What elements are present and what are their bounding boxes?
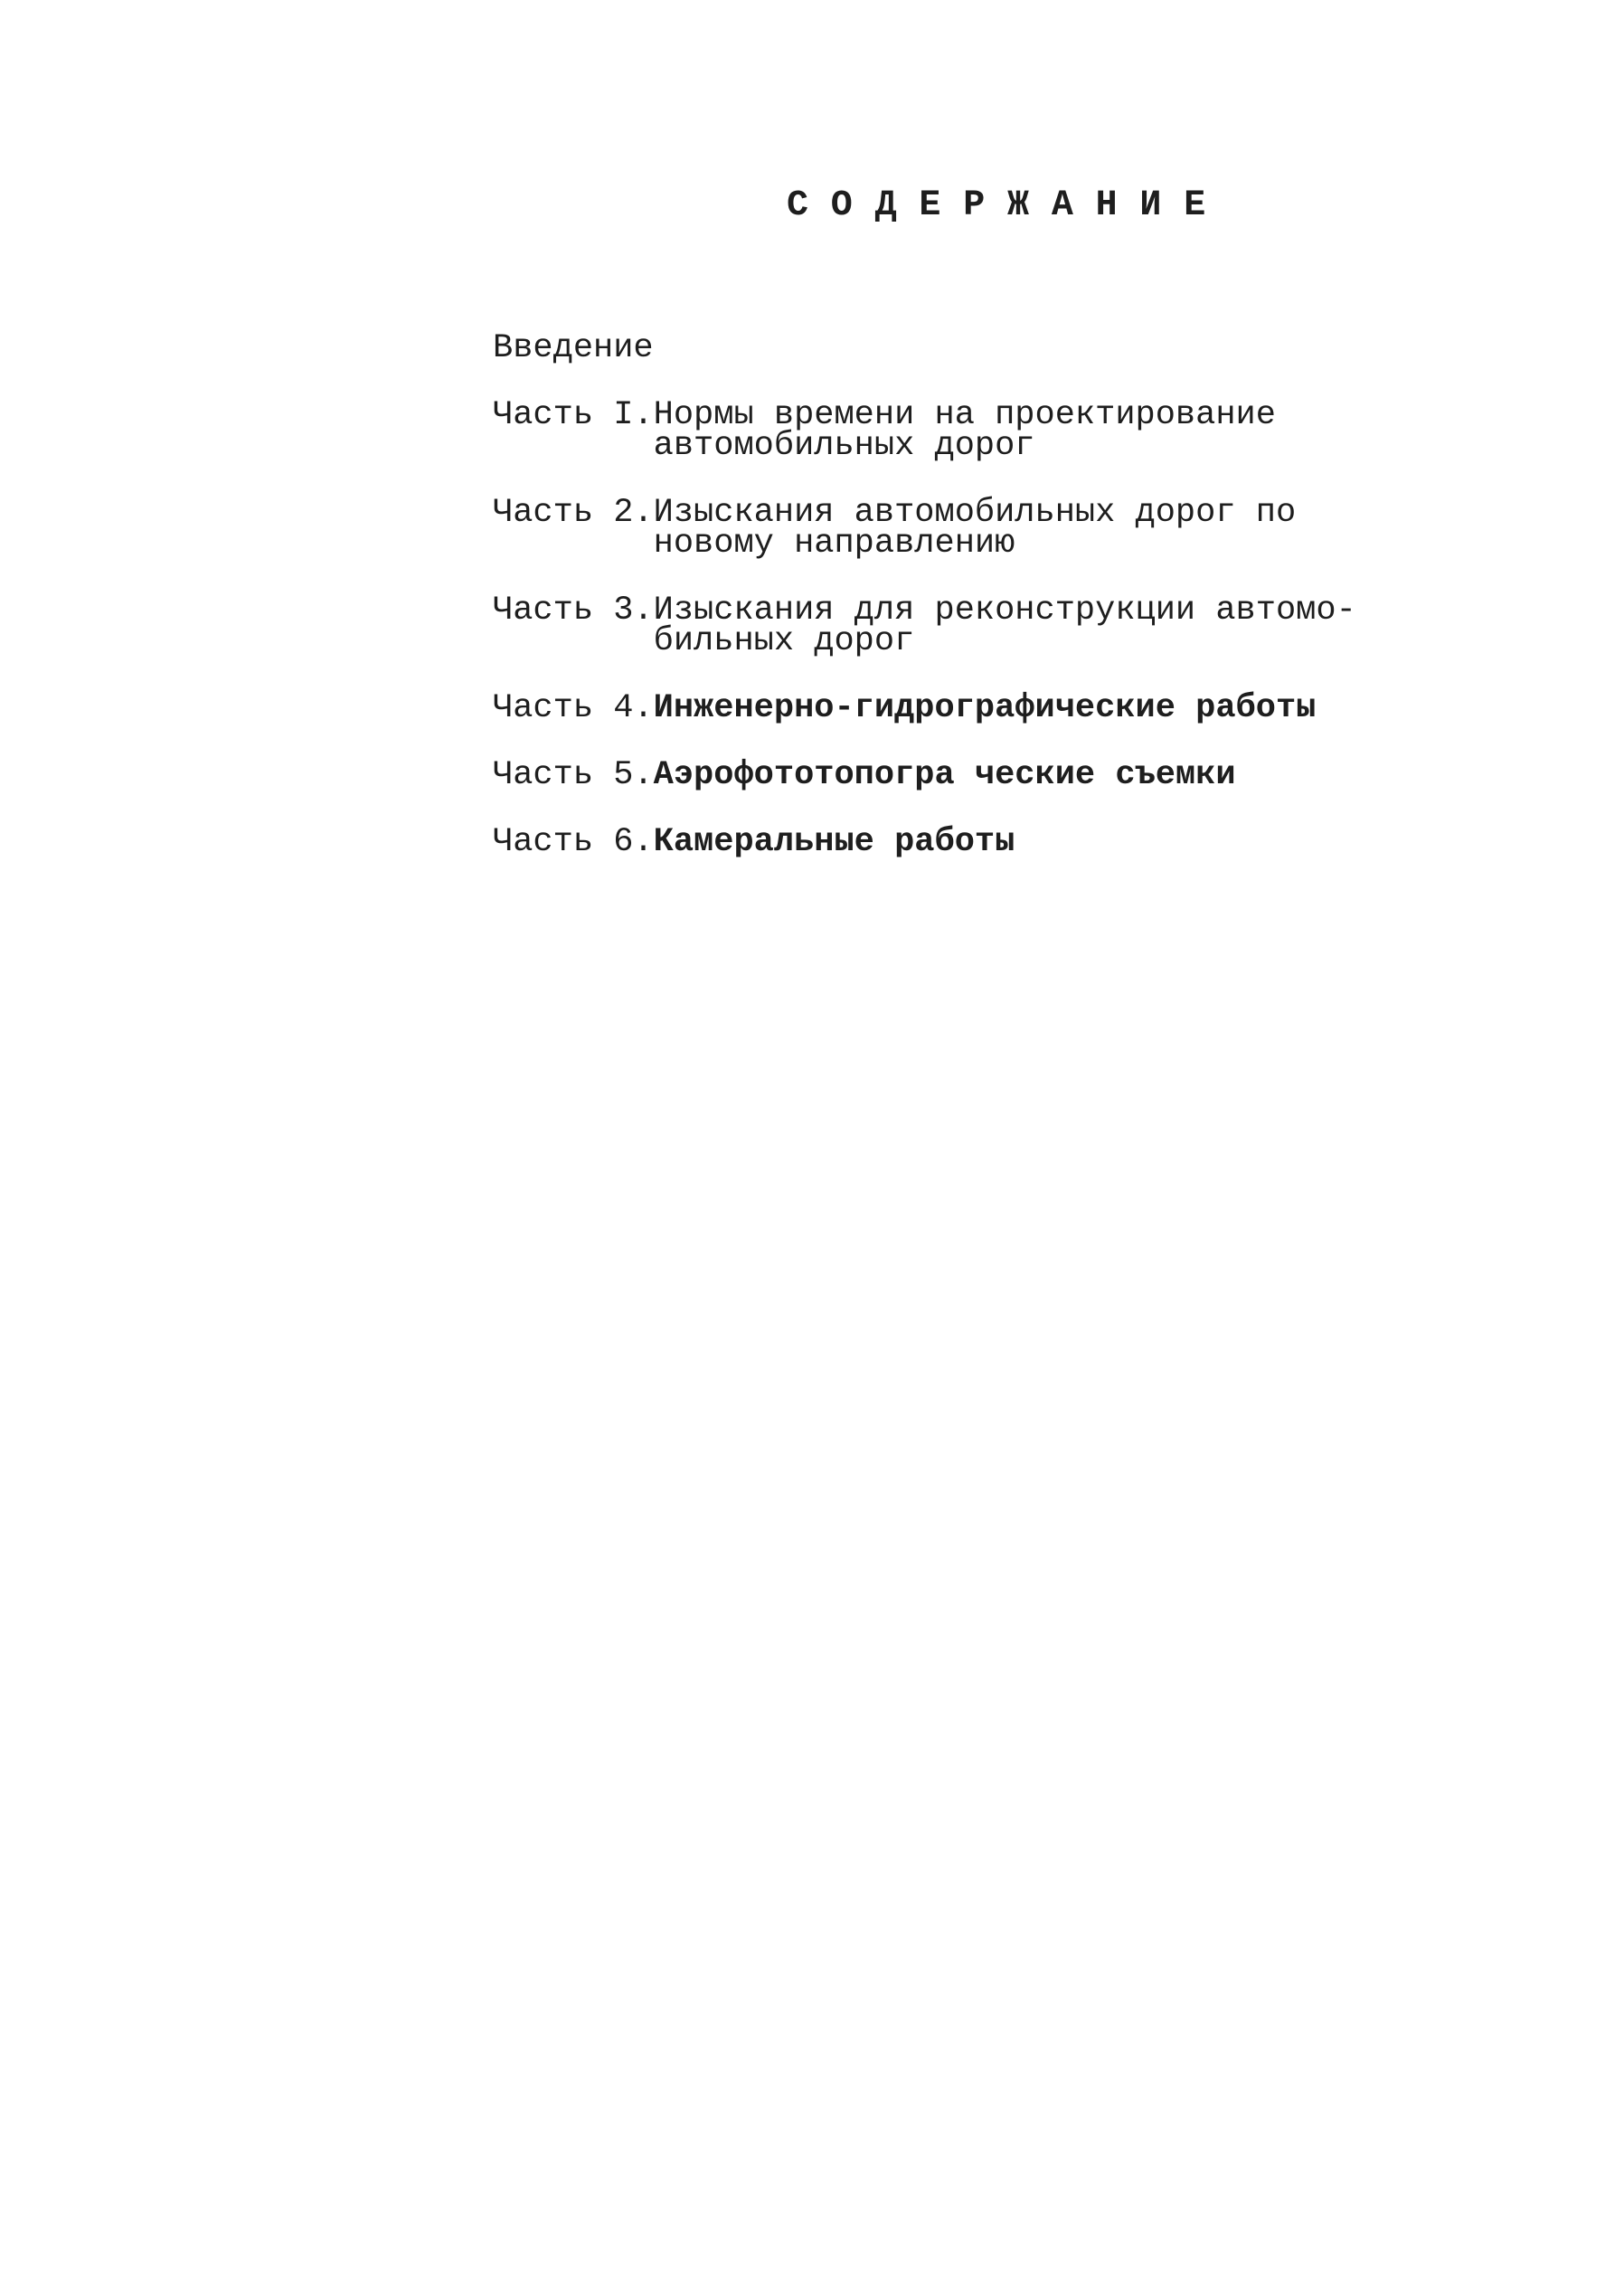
toc-entry-prefix: Часть I. xyxy=(493,396,654,434)
toc-entry-text: Нормы времени на проектирование автомобильных дорог xyxy=(653,396,1276,465)
toc-entry-part-3 xyxy=(493,592,1397,660)
toc-entry-part-1 xyxy=(493,396,1397,465)
toc-entry-text: Инженерно-гидрографические работы xyxy=(653,689,1317,727)
toc-entry-prefix: Часть 5. xyxy=(493,756,654,794)
table-of-contents xyxy=(493,329,1397,894)
toc-entry-part-5 xyxy=(493,756,1397,794)
toc-entry-prefix: Часть 3. xyxy=(493,592,654,630)
toc-entry-text: Камеральные работы xyxy=(653,823,1015,861)
toc-entry-part-2 xyxy=(493,494,1397,563)
toc-intro: Введение xyxy=(493,329,654,367)
toc-entry-text: Аэрофототопогра ческие съемки xyxy=(653,756,1236,794)
toc-entry-text: Изыскания автомобильных дорог по новому направлению xyxy=(653,494,1297,563)
toc-entry-text: Изыскания для реконструкции автомо- бильных дорог xyxy=(653,592,1356,660)
toc-entry-prefix: Часть 2. xyxy=(493,494,654,532)
page-title: СОДЕРЖАНИЕ xyxy=(787,185,1229,226)
toc-entry-part-6 xyxy=(493,823,1397,861)
toc-entry-prefix: Часть 4. xyxy=(493,689,654,727)
toc-entry-prefix: Часть 6. xyxy=(493,823,654,861)
toc-entry-part-4 xyxy=(493,689,1397,727)
